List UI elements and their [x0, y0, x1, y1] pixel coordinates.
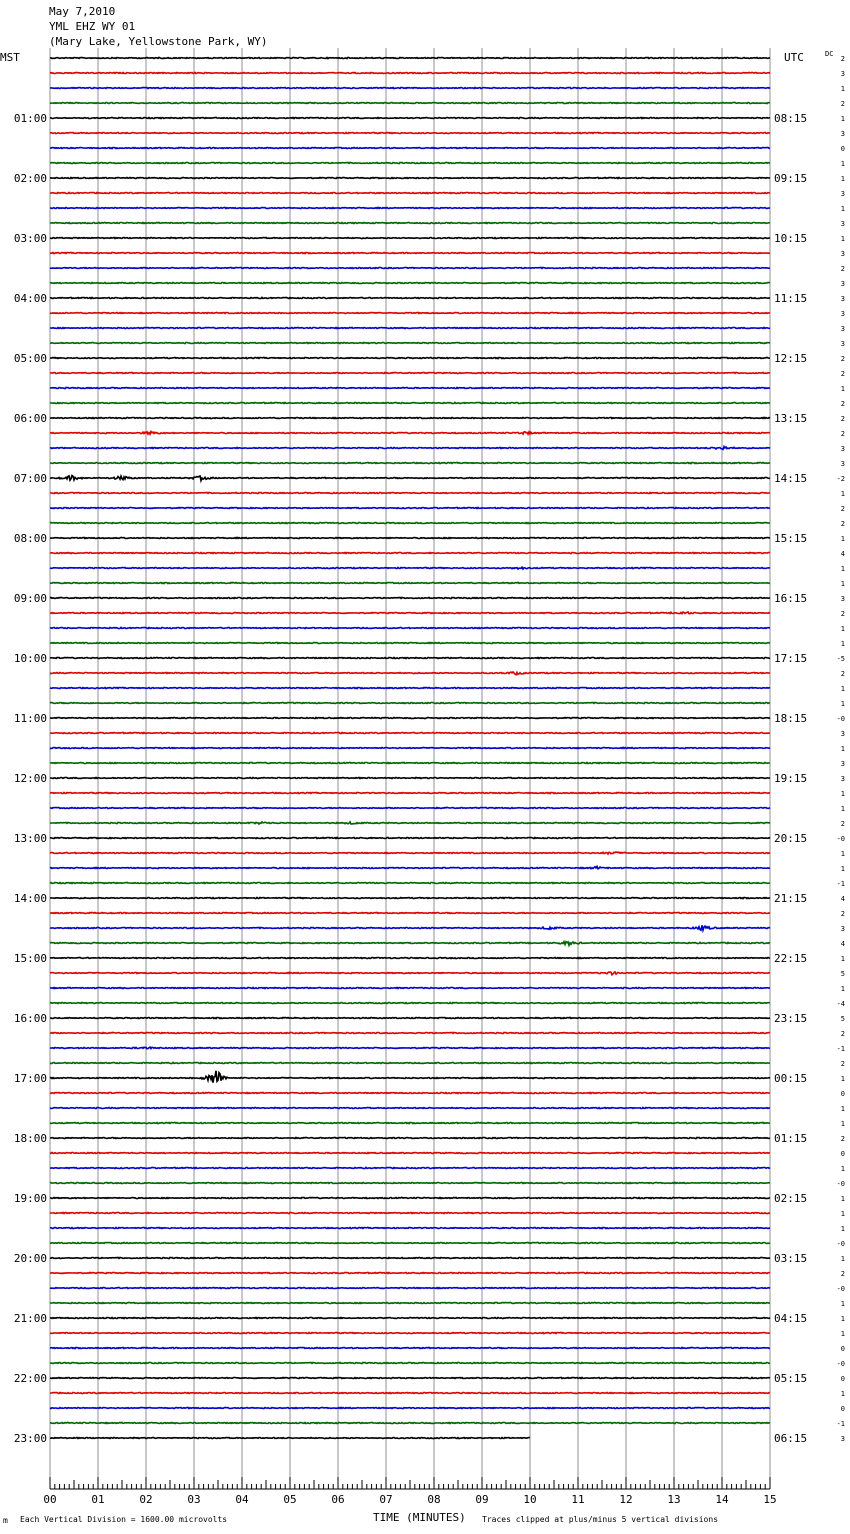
trace-row-11 — [50, 222, 770, 223]
right-hour-label: 04:15 — [774, 1312, 808, 1325]
station-location: (Mary Lake, Yellowstone Park, WY) — [49, 35, 268, 48]
trace-row-19 — [50, 342, 770, 343]
dc-offset-label: -0 — [836, 1240, 845, 1248]
dc-offset-label: 2 — [840, 100, 845, 108]
trace-row-75 — [50, 1182, 770, 1183]
trace-row-28 — [50, 476, 770, 481]
dc-offset-label: 1 — [840, 535, 845, 543]
trace-row-34 — [50, 567, 770, 569]
trace-row-84 — [50, 1317, 770, 1318]
dc-offset-label: 3 — [840, 70, 845, 78]
trace-row-85 — [50, 1332, 770, 1333]
dc-offset-label: 1 — [840, 115, 845, 123]
trace-row-27 — [50, 462, 770, 463]
left-hour-label: 13:00 — [13, 832, 47, 845]
dc-offset-label: 1 — [840, 805, 845, 813]
x-tick-label: 12 — [619, 1493, 633, 1506]
dc-offset-label: 3 — [840, 310, 845, 318]
trace-row-38 — [50, 627, 770, 628]
trace-row-8 — [50, 177, 770, 178]
dc-offset-label: 1 — [840, 1195, 845, 1203]
trace-row-44 — [50, 717, 770, 718]
dc-offset-label: 0 — [840, 1375, 845, 1383]
dc-offset-label: -4 — [836, 1000, 845, 1008]
dc-offset-label: 2 — [840, 520, 845, 528]
trace-row-86 — [50, 1347, 770, 1348]
right-hour-label: 19:15 — [774, 772, 808, 785]
dc-offset-label: 1 — [840, 175, 845, 183]
dc-offset-label: 4 — [840, 940, 845, 948]
left-hour-label: 08:00 — [13, 532, 47, 545]
dc-offset-label: 3 — [840, 220, 845, 228]
x-tick-label: 08 — [427, 1493, 441, 1506]
trace-row-65 — [50, 1032, 770, 1033]
left-hour-label: 02:00 — [13, 172, 47, 185]
dc-offset-label: 0 — [840, 1090, 845, 1098]
dc-offset-label: 3 — [840, 730, 845, 738]
left-hour-label: 03:00 — [13, 232, 47, 245]
dc-offset-label: -2 — [836, 475, 845, 483]
trace-row-9 — [50, 192, 770, 193]
trace-row-79 — [50, 1242, 770, 1243]
trace-row-88 — [50, 1377, 770, 1378]
dc-offset-label: 1 — [840, 1225, 845, 1233]
trace-row-42 — [50, 687, 770, 688]
dc-offset-label: 1 — [840, 85, 845, 93]
dc-offset-label: 1 — [840, 160, 845, 168]
dc-offset-label: 3 — [840, 760, 845, 768]
dc-offset-label: 1 — [840, 685, 845, 693]
trace-row-30 — [50, 507, 770, 508]
dc-offset-label: 5 — [840, 1015, 845, 1023]
trace-row-53 — [50, 852, 770, 854]
dc-offset-label: 2 — [840, 1030, 845, 1038]
dc-offset-label: 1 — [840, 1105, 845, 1113]
trace-row-7 — [50, 162, 770, 163]
right-hour-label: 22:15 — [774, 952, 808, 965]
trace-row-51 — [50, 822, 770, 824]
dc-offset-label: 3 — [840, 925, 845, 933]
trace-row-87 — [50, 1362, 770, 1363]
dc-offset-label: 0 — [840, 1150, 845, 1158]
chart-date: May 7,2010 — [49, 5, 116, 18]
trace-row-5 — [50, 132, 770, 133]
dc-offset-label: 3 — [840, 325, 845, 333]
dc-offset-label: 3 — [840, 190, 845, 198]
trace-row-39 — [50, 642, 770, 643]
dc-offset-label: 3 — [840, 445, 845, 453]
trace-row-21 — [50, 372, 770, 373]
trace-row-82 — [50, 1288, 770, 1289]
right-hour-label: 14:15 — [774, 472, 808, 485]
right-hour-label: 11:15 — [774, 292, 808, 305]
dc-offset-label: 4 — [840, 550, 845, 558]
trace-row-0 — [50, 57, 770, 58]
trace-row-37 — [50, 612, 770, 614]
left-hour-label: 22:00 — [13, 1372, 47, 1385]
left-hour-label: 11:00 — [13, 712, 47, 725]
trace-row-92 — [50, 1437, 530, 1438]
trace-row-18 — [50, 327, 770, 328]
left-hour-label: 01:00 — [13, 112, 47, 125]
trace-row-60 — [50, 958, 770, 959]
scale-note: Each Vertical Division = 1600.00 microvolts — [20, 1515, 228, 1524]
trace-row-23 — [50, 402, 770, 403]
dc-offset-label: 2 — [840, 610, 845, 618]
dc-offset-label: 1 — [840, 850, 845, 858]
dc-offset-label: 2 — [840, 1060, 845, 1068]
dc-offset-label: 1 — [840, 205, 845, 213]
left-hour-label: 07:00 — [13, 472, 47, 485]
trace-row-40 — [50, 657, 770, 658]
dc-offset-label: 1 — [840, 1165, 845, 1173]
dc-offset-label: 1 — [840, 565, 845, 573]
left-hour-label: 09:00 — [13, 592, 47, 605]
dc-offset-label: 1 — [840, 955, 845, 963]
dc-offset-label: 1 — [840, 1330, 845, 1338]
dc-offset-label: 2 — [840, 400, 845, 408]
dc-offset-label: 0 — [840, 1405, 845, 1413]
trace-row-74 — [50, 1167, 770, 1168]
right-hour-label: 13:15 — [774, 412, 808, 425]
dc-offset-label: -1 — [836, 1045, 845, 1053]
trace-row-29 — [50, 492, 770, 493]
trace-row-32 — [50, 537, 770, 538]
dc-offset-label: 1 — [840, 1390, 845, 1398]
trace-row-22 — [50, 387, 770, 388]
right-hour-label: 17:15 — [774, 652, 808, 665]
right-hour-label: 12:15 — [774, 352, 808, 365]
dc-offset-label: 1 — [840, 790, 845, 798]
trace-row-20 — [50, 357, 770, 358]
dc-offset-label: 1 — [840, 625, 845, 633]
left-hour-label: 14:00 — [13, 892, 47, 905]
dc-offset-label: 1 — [840, 235, 845, 243]
dc-offset-label: 3 — [840, 280, 845, 288]
x-tick-label: 01 — [91, 1493, 105, 1506]
dc-offset-label: 1 — [840, 1120, 845, 1128]
dc-offset-label: 3 — [840, 130, 845, 138]
trace-row-56 — [50, 897, 770, 898]
dc-offset-label: 2 — [840, 670, 845, 678]
x-tick-label: 10 — [523, 1493, 537, 1506]
left-hour-label: 12:00 — [13, 772, 47, 785]
dc-offset-label: 3 — [840, 775, 845, 783]
dc-offset-label: -1 — [836, 880, 845, 888]
dc-offset-label: 2 — [840, 1135, 845, 1143]
trace-row-43 — [50, 702, 770, 703]
dc-offset-label: 1 — [840, 1300, 845, 1308]
trace-row-71 — [50, 1122, 770, 1123]
left-zone-label: MST — [0, 51, 20, 64]
trace-row-62 — [50, 987, 770, 988]
right-hour-label: 08:15 — [774, 112, 808, 125]
left-hour-label: 06:00 — [13, 412, 47, 425]
x-tick-label: 06 — [331, 1493, 345, 1506]
trace-row-70 — [50, 1107, 770, 1108]
trace-row-68 — [50, 1071, 770, 1083]
trace-row-76 — [50, 1197, 770, 1198]
dc-offset-label: -0 — [836, 1285, 845, 1293]
dc-header: DC — [825, 50, 834, 58]
dc-offset-label: -0 — [836, 715, 845, 723]
dc-offset-label: 2 — [840, 55, 845, 63]
trace-row-35 — [50, 582, 770, 583]
trace-row-33 — [50, 552, 770, 553]
dc-offset-label: 1 — [840, 1210, 845, 1218]
x-tick-label: 07 — [379, 1493, 393, 1506]
dc-offset-label: -0 — [836, 835, 845, 843]
left-hour-label: 23:00 — [13, 1432, 47, 1445]
trace-rows — [50, 57, 770, 1438]
trace-row-50 — [50, 807, 770, 808]
trace-row-6 — [50, 147, 770, 148]
right-hour-label: 01:15 — [774, 1132, 808, 1145]
trace-row-1 — [50, 72, 770, 73]
right-hour-label: 05:15 — [774, 1372, 808, 1385]
trace-row-73 — [50, 1152, 770, 1153]
trace-row-81 — [50, 1272, 770, 1273]
left-hour-label: 19:00 — [13, 1192, 47, 1205]
dc-offset-label: 2 — [840, 355, 845, 363]
dc-offset-label: 1 — [840, 490, 845, 498]
trace-row-10 — [50, 207, 770, 208]
dc-offset-label: 1 — [840, 385, 845, 393]
dc-offset-label: 1 — [840, 865, 845, 873]
right-hour-label: 10:15 — [774, 232, 808, 245]
right-hour-label: 09:15 — [774, 172, 808, 185]
dc-offset-label: 2 — [840, 910, 845, 918]
trace-row-3 — [50, 102, 770, 103]
x-tick-label: 13 — [667, 1493, 681, 1506]
right-hour-label: 18:15 — [774, 712, 808, 725]
trace-row-25 — [50, 432, 770, 435]
x-axis-title: TIME (MINUTES) — [373, 1511, 466, 1524]
left-hour-label: 21:00 — [13, 1312, 47, 1325]
trace-row-64 — [50, 1017, 770, 1018]
dc-offset-label: 2 — [840, 1270, 845, 1278]
x-tick-label: 14 — [715, 1493, 729, 1506]
dc-offset-label: 1 — [840, 700, 845, 708]
trace-row-31 — [50, 523, 770, 524]
dc-offset-label: 3 — [840, 250, 845, 258]
dc-offset-labels — [837, 55, 845, 1443]
x-tick-label: 09 — [475, 1493, 489, 1506]
right-zone-label: UTC — [784, 51, 804, 64]
dc-offset-label: 3 — [840, 1435, 845, 1443]
left-hour-label: 18:00 — [13, 1132, 47, 1145]
dc-offset-label: 1 — [840, 640, 845, 648]
trace-row-47 — [50, 762, 770, 763]
trace-row-61 — [50, 972, 770, 975]
dc-offset-label: 2 — [840, 430, 845, 438]
x-tick-label: 02 — [139, 1493, 153, 1506]
right-hour-label: 20:15 — [774, 832, 808, 845]
dc-offset-label: 1 — [840, 1255, 845, 1263]
right-hour-label: 06:15 — [774, 1432, 808, 1445]
dc-offset-label: 2 — [840, 415, 845, 423]
dc-offset-label: 3 — [840, 595, 845, 603]
dc-offset-label: 1 — [840, 985, 845, 993]
trace-row-63 — [50, 1002, 770, 1003]
trace-row-13 — [50, 252, 770, 253]
dc-offset-label: 3 — [840, 460, 845, 468]
trace-row-17 — [50, 312, 770, 313]
dc-offset-label: 1 — [840, 1315, 845, 1323]
left-hour-label: 20:00 — [13, 1252, 47, 1265]
trace-row-52 — [50, 837, 770, 838]
trace-row-77 — [50, 1212, 770, 1213]
trace-row-36 — [50, 597, 770, 598]
trace-row-24 — [50, 417, 770, 418]
trace-row-4 — [50, 117, 770, 118]
dc-offset-label: 2 — [840, 820, 845, 828]
trace-row-72 — [50, 1137, 770, 1138]
trace-row-89 — [50, 1393, 770, 1394]
trace-row-12 — [50, 237, 770, 238]
trace-row-67 — [50, 1062, 770, 1063]
left-hour-label: 04:00 — [13, 292, 47, 305]
trace-row-46 — [50, 747, 770, 748]
dc-offset-label: 2 — [840, 505, 845, 513]
left-hour-label: 17:00 — [13, 1072, 47, 1085]
x-tick-label: 05 — [283, 1493, 297, 1506]
dc-offset-label: 0 — [840, 145, 845, 153]
dc-offset-label: 0 — [840, 1345, 845, 1353]
dc-offset-label: -0 — [836, 1180, 845, 1188]
left-hour-label: 15:00 — [13, 952, 47, 965]
right-hour-label: 21:15 — [774, 892, 808, 905]
trace-row-91 — [50, 1422, 770, 1423]
dc-offset-label: 3 — [840, 295, 845, 303]
right-hour-label: 03:15 — [774, 1252, 808, 1265]
trace-row-26 — [50, 447, 770, 450]
x-tick-label: 03 — [187, 1493, 201, 1506]
trace-row-45 — [50, 732, 770, 733]
trace-row-15 — [50, 282, 770, 283]
dc-offset-label: 3 — [840, 340, 845, 348]
x-axis — [43, 1477, 776, 1506]
trace-row-55 — [50, 882, 770, 883]
x-tick-label: 04 — [235, 1493, 249, 1506]
trace-row-83 — [50, 1302, 770, 1303]
trace-row-58 — [50, 925, 770, 930]
trace-row-16 — [50, 297, 770, 298]
trace-row-66 — [50, 1047, 770, 1049]
right-hour-labels — [774, 112, 807, 1445]
trace-row-14 — [50, 267, 770, 268]
clip-note: Traces clipped at plus/minus 5 vertical divisions — [482, 1515, 719, 1524]
dc-offset-label: 4 — [840, 895, 845, 903]
left-hour-label: 16:00 — [13, 1012, 47, 1025]
trace-row-59 — [50, 942, 770, 946]
trace-row-69 — [50, 1092, 770, 1093]
left-hour-labels — [14, 112, 47, 1445]
trace-row-78 — [50, 1227, 770, 1228]
dc-offset-label: -0 — [836, 1360, 845, 1368]
trace-row-90 — [50, 1407, 770, 1408]
dc-offset-label: 5 — [840, 970, 845, 978]
trace-row-57 — [50, 912, 770, 913]
trace-row-54 — [50, 866, 770, 868]
right-hour-label: 16:15 — [774, 592, 808, 605]
dc-offset-label: 1 — [840, 745, 845, 753]
trace-row-48 — [50, 777, 770, 778]
dc-offset-label: -5 — [836, 655, 845, 663]
x-tick-label: 00 — [43, 1493, 57, 1506]
left-hour-label: 10:00 — [13, 652, 47, 665]
dc-offset-label: 2 — [840, 370, 845, 378]
right-hour-label: 15:15 — [774, 532, 808, 545]
trace-row-2 — [50, 88, 770, 89]
corner-mark: m — [3, 1516, 8, 1525]
left-hour-label: 05:00 — [13, 352, 47, 365]
trace-row-41 — [50, 672, 770, 675]
trace-row-49 — [50, 792, 770, 793]
x-tick-label: 11 — [571, 1493, 585, 1506]
dc-offset-label: -1 — [836, 1420, 845, 1428]
trace-row-80 — [50, 1257, 770, 1258]
right-hour-label: 02:15 — [774, 1192, 808, 1205]
right-hour-label: 23:15 — [774, 1012, 808, 1025]
dc-offset-label: 1 — [840, 1075, 845, 1083]
x-tick-label: 15 — [763, 1493, 777, 1506]
dc-offset-label: 1 — [840, 580, 845, 588]
right-hour-label: 00:15 — [774, 1072, 808, 1085]
dc-offset-label: 2 — [840, 265, 845, 273]
station-name: YML EHZ WY 01 — [49, 20, 136, 33]
